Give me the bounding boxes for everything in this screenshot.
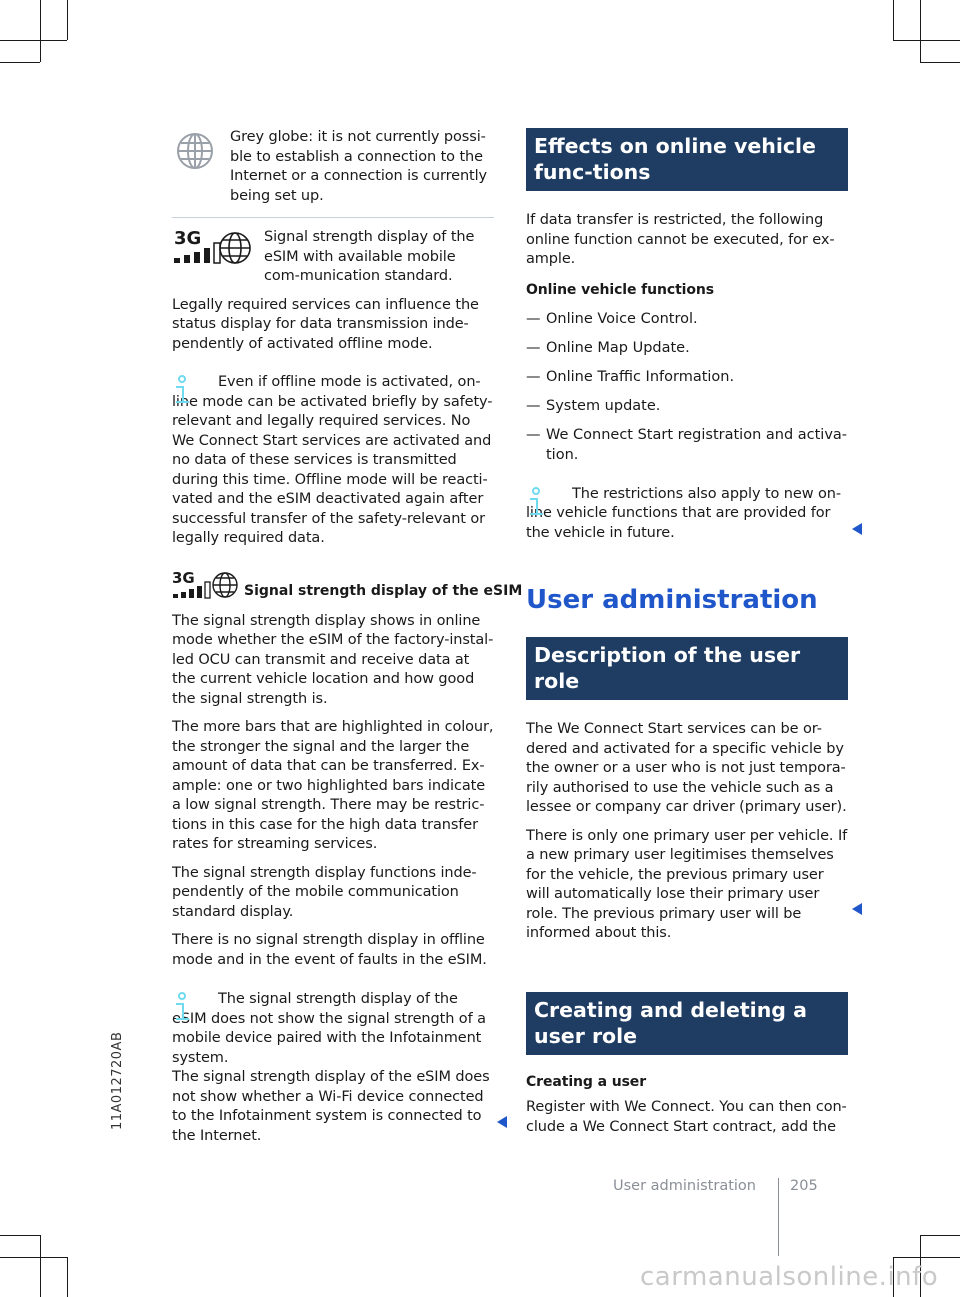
crop-mark [67, 0, 68, 40]
footer-section-title: User administration [613, 1178, 756, 1194]
user-role-heading: Description of the user role [526, 637, 848, 700]
grey-globe-row [172, 128, 494, 206]
signal-3g-row [172, 228, 494, 287]
user-administration-heading: User administration [526, 585, 818, 615]
signal-note-text-b: The signal strength display of the eSIM does not show whether a Wi-Fi device connected to the Infotainment system is connected to the Internet. [172, 1069, 490, 1144]
list-item: — System update. [526, 397, 848, 417]
signal-strength-icon [172, 228, 264, 272]
offline-note [172, 373, 494, 549]
left-column-main [172, 228, 523, 1146]
user-role-para-1: The We Connect Start services can be or-dered and activated for a specific vehicle by the owner or a user who is not just tempora-rily authorised to use the vehicle such as a lessee or company car driver (primary user). [526, 721, 847, 815]
list-item: — Online Traffic Information. [526, 368, 848, 388]
crop-mark [920, 0, 921, 62]
info-tip-icon [172, 992, 192, 1026]
restrictions-note-text: The restrictions also apply to new on-line vehicle functions that are provided for the vehicle in future. [526, 485, 841, 541]
crop-mark [67, 1257, 68, 1297]
offline-note-text: Even if offline mode is activated, on-line mode can be activated briefly by safety-relevant and legally required services. No We Connect Start services are activated and no data of these services is transmitted during this time. Offline mode will be reacti-vated and the eSIM deactivated again after successful transfer of the safety-relevant or legally required data. [172, 374, 493, 546]
divider [172, 217, 494, 218]
signal-para-4: There is no signal strength display in offline mode and in the event of faults in the eSIM. [172, 932, 487, 968]
restrictions-note [526, 485, 848, 544]
right-column [526, 128, 848, 1137]
section-end-triangle-icon [497, 1116, 507, 1128]
signal-para-2: The more bars that are highlighted in colour, the stronger the signal and the larger the amount of data that can be transferred. Ex-ample: one or two highlighted bars indicate a low signal strength. There may be restric-tions in this case for the high data transfer rates for streaming services. [172, 719, 494, 852]
signal-3g-label-small: 3G [172, 568, 195, 587]
signal-para-3: The signal strength display functions inde-pendently of the mobile communication standard display. [172, 864, 477, 920]
list-item: — We Connect Start registration and activa-tion. [526, 426, 848, 465]
page-number: 205 [790, 1178, 818, 1194]
crop-mark [893, 40, 960, 41]
effects-heading: Effects on online vehicle func-tions [526, 128, 848, 191]
globe-icon [172, 128, 230, 206]
list-item: — Online Map Update. [526, 339, 848, 359]
signal-strength-icon [172, 569, 244, 603]
section-end-triangle-icon [852, 903, 862, 915]
info-tip-icon [172, 375, 192, 409]
legally-required-text: Legally required services can influence the status display for data transmission inde-pendently of activated offline mode. [172, 296, 479, 352]
footer-divider [778, 1178, 779, 1256]
signal-para-1: The signal strength display shows in online mode whether the eSIM of the factory-instal-led OCU can transmit and receive data at the current vehicle location and how good the signal strength is. [172, 612, 494, 707]
info-tip-icon [526, 487, 546, 521]
signal-note-text-a: The signal strength display of the eSIM does not show the signal strength of a mobile device paired with the Infotainment system. [172, 991, 486, 1066]
crop-mark [920, 1235, 960, 1236]
effects-intro: If data transfer is restricted, the following online function cannot be executed, for ex-ample. [526, 212, 835, 267]
signal-note [172, 990, 494, 1146]
crop-mark [920, 62, 960, 63]
creating-user-text: Register with We Connect. You can then con-clude a We Connect Start contract, add the [526, 1099, 847, 1135]
crop-mark [0, 62, 40, 63]
crop-mark [893, 0, 894, 40]
create-delete-heading: Creating and deleting a user role [526, 992, 848, 1055]
signal-3g-text: Signal strength display of the eSIM with available mobile com-munication standard. [264, 229, 475, 284]
user-role-para-2: There is only one primary user per vehicle. If a new primary user legitimises themselves for the vehicle, the previous primary user will automatically lose their primary user role. The previous primary user will be informed about this. [526, 827, 848, 941]
grey-globe-text: Grey globe: it is not currently possi-ble to establish a connection to the Internet or a connection is currently being set up. [230, 129, 488, 204]
signal-3g-label: 3G [174, 228, 202, 249]
crop-mark [40, 1235, 41, 1297]
crop-mark [0, 1235, 40, 1236]
crop-mark [0, 1257, 67, 1258]
signal-heading-row [172, 568, 523, 603]
watermark: carmanualsonline.info [640, 1262, 939, 1292]
crop-mark [0, 40, 67, 41]
functions-list [526, 310, 848, 465]
section-end-triangle-icon [852, 523, 862, 535]
functions-heading: Online vehicle functions [526, 281, 714, 298]
left-column [172, 128, 494, 206]
signal-strength-heading: Signal strength display of the eSIM [244, 582, 523, 599]
crop-mark [40, 0, 41, 62]
creating-user-subheading: Creating a user [526, 1073, 646, 1090]
crop-mark [893, 1257, 960, 1258]
list-item: — Online Voice Control. [526, 310, 848, 330]
document-code: 11A012720AB [110, 1031, 125, 1130]
